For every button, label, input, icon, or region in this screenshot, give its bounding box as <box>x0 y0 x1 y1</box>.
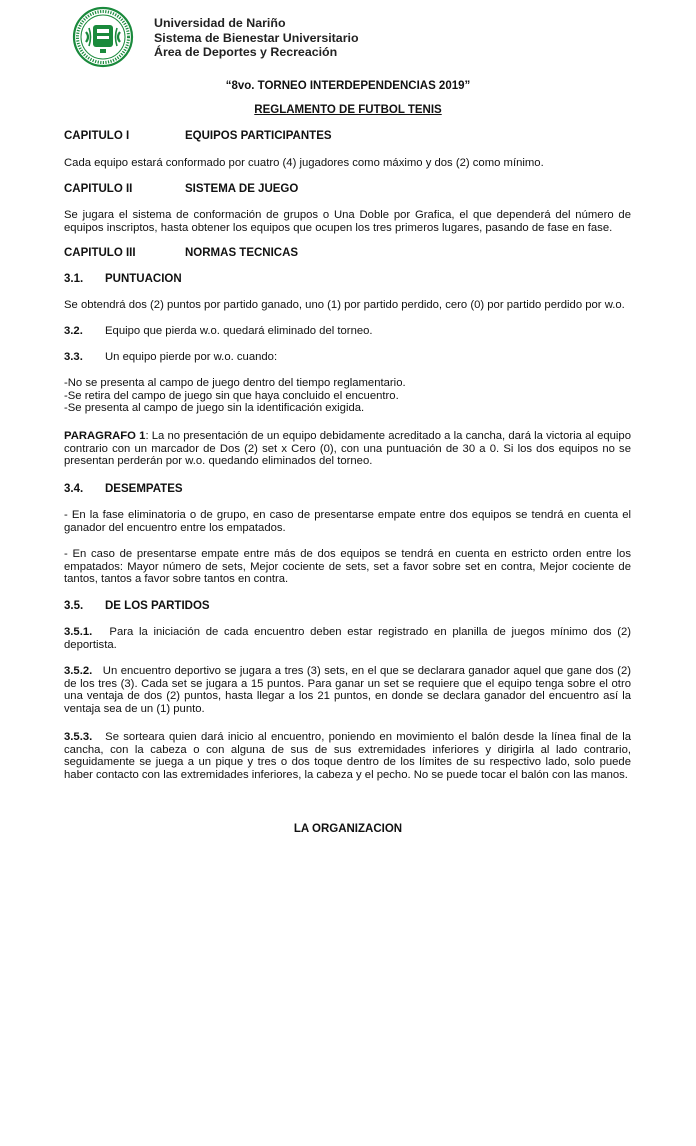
document-subtitle: REGLAMENTO DE FUTBOL TENIS <box>254 104 442 116</box>
institution-line-1: Universidad de Nariño <box>154 16 286 30</box>
chapter-2-text: Se jugara el sistema de conformación de grupos o Una Doble por Grafica, el que dependerá del número de equipos inscriptos, hasta obtener los equipos que ocupen los tres primeros lugares, pasando de fase en fase. <box>64 209 631 234</box>
document-header <box>72 6 632 70</box>
section-3-5-1 <box>64 626 631 651</box>
section-3-5-2-text: Un encuentro deportivo se jugara a tres (3) sets, en el que se declarara ganador aquel que gane dos (2) de los tres (3). Cada set se jugara a 15 puntos. Para ganar un set se requiere que el equipo tenga sobre el otro una ventaja de dos (2) puntos, hasta llegar a los 21 puntos, en donde se declara ganador del encuentro así la ventaja sea de un (1) punto. <box>64 665 631 715</box>
section-label: DESEMPATES <box>105 483 183 495</box>
chapter-label: EQUIPOS PARTICIPANTES <box>185 130 332 142</box>
chapter-1-text: Cada equipo estará conformado por cuatro (4) jugadores como máximo y dos (2) como mínimo. <box>64 157 544 169</box>
section-3-4-heading <box>64 483 183 495</box>
list-item: -Se retira del campo de juego sin que haya concluido el encuentro. <box>64 389 399 402</box>
institution-name <box>154 16 359 60</box>
section-3-4-text-1: - En la fase eliminatoria o de grupo, en caso de presentarse empate entre dos equipos se tendrá en cuenta el ganador del encuentro entre los empatados. <box>64 509 631 534</box>
document-title: “8vo. TORNEO INTERDEPENDENCIAS 2019” <box>225 80 471 92</box>
wo-conditions-list <box>64 377 631 415</box>
section-label: PUNTUACION <box>105 273 182 285</box>
chapter-label: SISTEMA DE JUEGO <box>185 183 299 195</box>
chapter-number: CAPITULO II <box>64 183 133 195</box>
paragrafo-label: PARAGRAFO 1 <box>64 430 146 442</box>
section-3-1-text: Se obtendrá dos (2) puntos por partido ganado, uno (1) por partido perdido, cero (0) por partido perdido por w.o. <box>64 299 625 311</box>
chapter-3-heading <box>64 247 299 259</box>
chapter-2-heading <box>64 183 299 195</box>
institution-line-2: Sistema de Bienestar Universitario <box>154 30 359 45</box>
chapter-label: NORMAS TECNICAS <box>185 247 299 259</box>
section-number: 3.5.1. <box>64 626 93 638</box>
section-label: DE LOS PARTIDOS <box>105 600 210 612</box>
document-signature: LA ORGANIZACION <box>293 823 403 835</box>
section-3-4-text-2: - En caso de presentarse empate entre más de dos equipos se tendrá en cuenta en estricto orden entre los empatados: Mayor número de sets, Mejor cociente de sets, set a favor sobre set en contra, Mejor cociente de tantos, tantos a favor sobre tantos en contra. <box>64 548 631 586</box>
university-seal-icon <box>72 6 134 68</box>
list-item: -Se presenta al campo de juego sin la identificación exigida. <box>64 402 365 415</box>
section-number: 3.4. <box>64 483 84 495</box>
chapter-number: CAPITULO III <box>64 247 136 259</box>
section-number: 3.1. <box>64 273 84 285</box>
section-3-3 <box>64 351 631 364</box>
section-number: 3.2. <box>64 325 83 337</box>
section-number: 3.3. <box>64 351 83 363</box>
section-3-5-3 <box>64 731 631 781</box>
section-3-5-heading <box>64 600 210 612</box>
section-number: 3.5.2. <box>64 665 93 677</box>
section-3-1-heading <box>64 273 182 285</box>
section-number: 3.5.3. <box>64 731 93 743</box>
section-3-3-text: Un equipo pierde por w.o. cuando: <box>105 351 278 363</box>
list-item: -No se presenta al campo de juego dentro del tiempo reglamentario. <box>64 377 406 389</box>
section-3-5-2 <box>64 665 631 715</box>
paragrafo-text: : La no presentación de un equipo debidamente acreditado a la cancha, dará la victoria al equipo contrario con un marcador de Dos (2) set x Cero (0), con una puntuación de 30 a 0. Si los dos equipos no se presentan perderán por w.o. quedando eliminados del torneo. <box>64 430 631 468</box>
institution-line-3: Área de Deportes y Recreación <box>154 45 338 59</box>
section-3-5-1-text: Para la iniciación de cada encuentro deben estar registrado en planilla de juegos mínimo dos (2) deportista. <box>64 626 632 651</box>
section-3-5-3-text: Se sorteara quien dará inicio al encuentro, poniendo en movimiento el balón desde la línea final de la cancha, con la cabeza o con alguna de sus de sus extremidades inferiores y dirigirla al lado contrario, seguidamente se juega a un pique y tres o dos toque dentro de los límites de su respectivo lado, solo puede haber contacto con las extremidades inferiores, la cabeza y el pecho. No se puede tocar el balón con las manos. <box>64 731 631 781</box>
section-3-2-text: Equipo que pierda w.o. quedará eliminado del torneo. <box>105 325 373 337</box>
chapter-number: CAPITULO I <box>64 130 130 142</box>
paragrafo-1 <box>64 430 631 468</box>
section-number: 3.5. <box>64 600 84 612</box>
chapter-1-heading <box>64 130 332 142</box>
section-3-2 <box>64 325 631 338</box>
